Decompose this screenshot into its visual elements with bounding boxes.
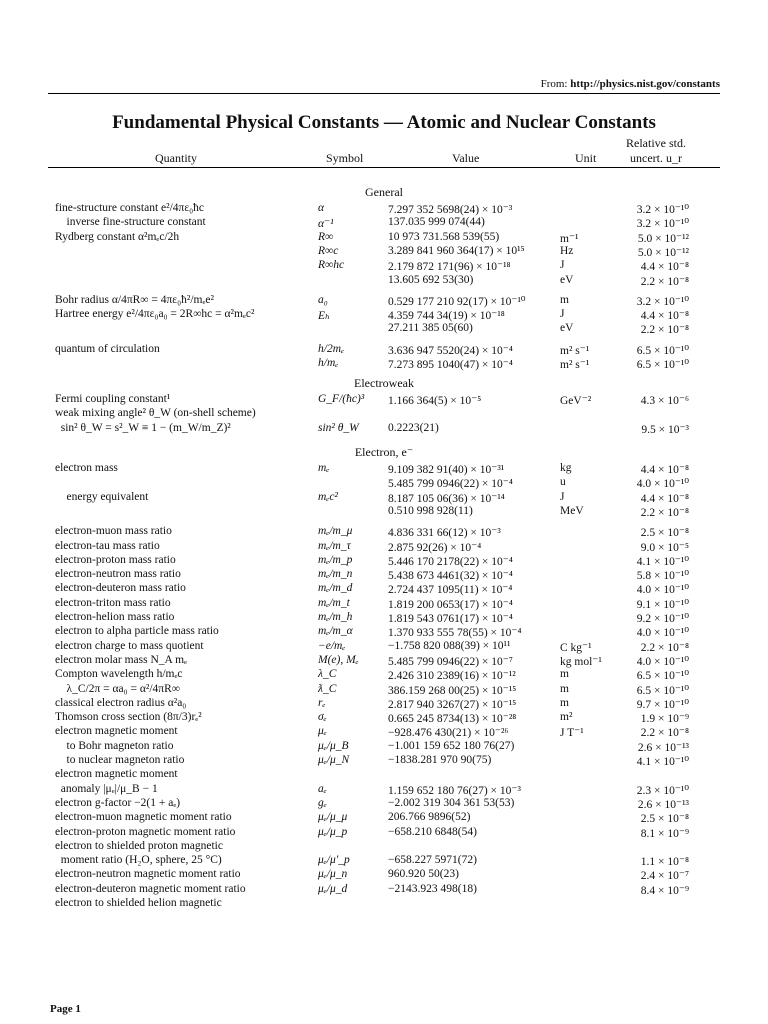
table-row [0,554,768,568]
quantity-cell: electron-proton magnetic moment ratio [55,825,236,838]
table-row [0,897,768,911]
quantity-cell: electron-deuteron mass ratio [55,582,186,595]
symbol-cell: gₑ [318,796,327,809]
unit-cell: GeV⁻² [560,395,592,407]
unit-cell: m [560,668,569,681]
uncertainty-cell: 4.1 × 10⁻¹⁰ [636,756,689,768]
value-cell: 27.211 385 05(60) [388,322,473,335]
quantity-cell: weak mixing angle² θ_W (on-shell scheme) [55,407,256,420]
table-row [0,245,768,259]
symbol-cell: mₑc² [318,490,338,503]
value-cell: 2.817 940 3267(27) × 10⁻¹⁵ [388,698,517,711]
quantity-cell: electron magnetic moment [55,768,178,781]
uncertainty-cell: 2.5 × 10⁻⁸ [640,527,689,540]
symbol-cell: R∞c [318,244,339,257]
uncertainty-cell: 5.8 × 10⁻¹⁰ [636,570,689,583]
symbol-cell: α [318,202,325,214]
table-row [0,343,768,357]
uncertainty-cell: 1.9 × 10⁻⁹ [640,713,689,726]
header-quantity: Quantity [155,151,197,165]
uncertainty-cell: 4.0 × 10⁻¹⁰ [636,478,689,491]
table-row [0,597,768,611]
symbol-cell: mₑ/m_n [318,568,353,581]
unit-cell: m² s⁻¹ [560,344,590,357]
value-cell: 5.438 673 4461(32) × 10⁻⁴ [388,570,513,583]
top-divider [48,93,720,94]
table-row [0,868,768,882]
table-row [0,725,768,739]
symbol-cell: G_F/(ħc)³ [318,393,365,405]
header-symbol: Symbol [326,151,364,165]
quantity-cell: electron mass [55,462,118,474]
symbol-cell: μₑ/μ_p [318,825,348,838]
table-row [0,422,768,436]
quantity-cell: energy equivalent [55,490,149,503]
value-cell: 1.159 652 180 76(27) × 10⁻³ [388,784,521,797]
value-cell: −658.210 6848(54) [388,825,477,838]
table-row [0,202,768,216]
uncertainty-cell: 9.2 × 10⁻¹⁰ [636,613,689,625]
unit-cell: J T⁻¹ [560,727,584,740]
symbol-cell: mₑ [318,462,330,474]
value-cell: 206.766 9896(52) [388,811,471,824]
section-heading: General [365,185,403,199]
quantity-cell: electron-triton mass ratio [55,596,171,609]
quantity-cell: to Bohr magneton ratio [55,739,174,752]
quantity-cell: electron-proton mass ratio [55,553,176,566]
symbol-cell: λ_C [318,668,337,681]
header-uncert-line1: Relative std. [626,136,686,150]
uncertainty-cell: 4.0 × 10⁻¹⁰ [636,655,689,668]
uncertainty-cell: 6.5 × 10⁻¹⁰ [636,670,689,683]
uncertainty-cell: 2.2 × 10⁻⁸ [640,275,689,288]
table-row [0,883,768,897]
uncertainty-cell: 8.4 × 10⁻⁹ [640,884,689,897]
value-cell: 2.724 437 1095(11) × 10⁻⁴ [388,584,513,597]
value-cell: −658.227 5971(72) [388,854,477,867]
quantity-cell: anomaly |μₑ|/μ_B − 1 [55,782,158,795]
uncertainty-cell: 4.4 × 10⁻⁸ [640,492,689,505]
source-label: From: [540,78,568,90]
unit-cell: m [560,293,569,306]
value-cell: −2.002 319 304 361 53(53) [388,796,515,809]
symbol-cell: mₑ/m_d [318,582,353,595]
table-row [0,462,768,476]
quantity-cell: electron-tau mass ratio [55,539,160,552]
header-uncert-line2: uncert. u_r [630,151,682,165]
table-row [0,476,768,490]
uncertainty-cell: 4.4 × 10⁻⁸ [640,464,689,476]
value-cell: 7.273 895 1040(47) × 10⁻⁴ [388,359,513,371]
uncertainty-cell: 4.0 × 10⁻¹⁰ [636,627,689,640]
uncertainty-cell: 4.4 × 10⁻⁸ [640,261,689,274]
quantity-cell: fine-structure constant e²/4πε₀ħc [55,202,205,214]
table-row [0,625,768,639]
uncertainty-cell: 6.5 × 10⁻¹⁰ [636,359,689,371]
table-row [0,491,768,505]
table-row [0,505,768,519]
value-cell: 4.359 744 34(19) × 10⁻¹⁸ [388,310,505,323]
table-row [0,740,768,754]
uncertainty-cell: 4.1 × 10⁻¹⁰ [636,555,689,568]
value-cell: 137.035 999 074(44) [388,216,485,229]
unit-cell: eV [560,273,574,286]
table-row [0,294,768,308]
symbol-cell: h/mₑ [318,357,339,369]
table-row [0,683,768,697]
value-cell: 0.2223(21) [388,421,439,434]
quantity-cell: classical electron radius α²a₀ [55,696,187,709]
table-row [0,393,768,407]
uncertainty-cell: 3.2 × 10⁻¹⁰ [636,295,689,308]
quantity-cell: Bohr radius α/4πR∞ = 4πε₀ħ²/mₑe² [55,293,214,306]
header-value: Value [452,151,480,165]
symbol-cell: −e/mₑ [318,639,346,652]
symbol-cell: rₑ [318,696,326,709]
value-cell: −1.001 159 652 180 76(27) [388,739,515,752]
uncertainty-cell: 2.2 × 10⁻⁸ [640,506,689,519]
source-line [541,78,720,90]
symbol-cell: mₑ/m_μ [318,525,353,538]
value-cell: 10 973 731.568 539(55) [388,230,500,243]
unit-cell: kg [560,462,572,474]
quantity-cell: moment ratio (H₂O, sphere, 25 °C) [55,854,222,867]
quantity-cell: sin² θ_W = s²_W ≡ 1 − (m_W/m_Z)² [55,421,231,434]
quantity-cell: electron-neutron mass ratio [55,568,181,581]
value-cell: 1.370 933 555 78(55) × 10⁻⁴ [388,627,522,640]
value-cell: 4.836 331 66(12) × 10⁻³ [388,527,501,540]
quantity-cell: electron molar mass N_A mₑ [55,653,187,666]
value-cell: 2.426 310 2389(16) × 10⁻¹² [388,670,516,683]
symbol-cell: ƛ_C [318,682,337,695]
symbol-cell: sin² θ_W [318,421,359,434]
unit-cell: J [560,259,565,272]
unit-cell: J [560,308,565,321]
quantity-cell: electron magnetic moment [55,725,178,738]
quantity-cell: electron-helion mass ratio [55,611,175,623]
symbol-cell: μₑ/μ_B [318,739,349,752]
value-cell: −2143.923 498(18) [388,882,477,895]
page-title: Fundamental Physical Constants — Atomic and Nuclear Constants [112,112,656,133]
symbol-cell: R∞ [318,230,334,243]
unit-cell: eV [560,322,574,335]
table-row [0,216,768,230]
value-cell: 2.179 872 171(96) × 10⁻¹⁸ [388,261,511,274]
table-row [0,274,768,288]
quantity-cell: Thomson cross section (8π/3)rₑ² [55,711,202,724]
value-cell: 9.109 382 91(40) × 10⁻³¹ [388,464,505,476]
unit-cell: m² s⁻¹ [560,359,590,371]
quantity-cell: Fermi coupling constant¹ [55,393,171,405]
uncertainty-cell: 9.0 × 10⁻⁵ [640,541,689,554]
table-row [0,582,768,596]
value-cell: 3.289 841 960 364(17) × 10¹⁵ [388,244,525,257]
value-cell: 1.819 543 0761(17) × 10⁻⁴ [388,613,513,625]
quantity-cell: electron charge to mass quotient [55,639,204,652]
symbol-cell: μₑ/μ′_p [318,854,350,867]
table-row [0,640,768,654]
unit-cell: C kg⁻¹ [560,641,592,654]
uncertainty-cell: 4.3 × 10⁻⁶ [640,395,689,407]
page-number: Page 1 [50,1003,81,1015]
value-cell: −928.476 430(21) × 10⁻²⁶ [388,727,509,740]
symbol-cell: μₑ/μ_N [318,754,350,766]
section-heading: Electron, e⁻ [354,445,414,459]
uncertainty-cell: 2.2 × 10⁻⁸ [640,324,689,337]
table-row [0,668,768,682]
quantity-cell: λ_C/2π = αa₀ = α²/4πR∞ [55,682,180,695]
unit-cell: m⁻¹ [560,232,579,245]
source-url[interactable]: http://physics.nist.gov/constants [570,78,720,90]
symbol-cell: mₑ/m_t [318,596,350,609]
uncertainty-cell: 2.5 × 10⁻⁸ [640,813,689,826]
table-row [0,259,768,273]
quantity-cell: electron-muon mass ratio [55,525,172,538]
unit-cell: Hz [560,244,574,257]
value-cell: 960.920 50(23) [388,868,459,881]
value-cell: 7.297 352 5698(24) × 10⁻³ [388,204,513,216]
symbol-cell: σₑ [318,711,327,724]
symbol-cell: α⁻¹ [318,218,334,231]
value-cell: 5.485 799 0946(22) × 10⁻⁴ [388,478,513,491]
quantity-cell: electron-deuteron magnetic moment ratio [55,882,246,895]
quantity-cell: electron-neutron magnetic moment ratio [55,868,241,881]
table-row [0,308,768,322]
quantity-cell: electron to shielded helion magnetic [55,897,222,909]
section-heading: Electroweak [354,376,414,390]
symbol-cell: mₑ/m_α [318,625,353,638]
uncertainty-cell: 2.2 × 10⁻⁸ [640,641,689,654]
symbol-cell: mₑ/m_p [318,553,353,566]
quantity-cell: Hartree energy e²/4πε₀a₀ = 2R∞hc = α²mₑc² [55,308,255,321]
unit-cell: m [560,682,569,695]
uncertainty-cell: 9.5 × 10⁻³ [641,423,689,436]
table-row [0,783,768,797]
value-cell: 13.605 692 53(30) [388,273,474,286]
quantity-cell: electron g-factor −2(1 + aₑ) [55,796,181,809]
value-cell: 0.529 177 210 92(17) × 10⁻¹⁰ [388,295,526,308]
symbol-cell: aₑ [318,782,327,795]
table-row [0,568,768,582]
value-cell: 2.875 92(26) × 10⁻⁴ [388,541,482,554]
symbol-cell: a₀ [318,293,328,306]
uncertainty-cell: 4.0 × 10⁻¹⁰ [636,584,689,597]
symbol-cell: mₑ/m_τ [318,539,351,552]
uncertainty-cell: 6.5 × 10⁻¹⁰ [636,684,689,697]
table-row [0,826,768,840]
unit-cell: MeV [560,504,584,517]
uncertainty-cell: 2.6 × 10⁻¹³ [637,798,689,811]
uncertainty-cell: 5.0 × 10⁻¹² [637,232,689,245]
value-cell: −1838.281 970 90(75) [388,754,492,766]
unit-cell: u [560,476,566,489]
value-cell: 1.819 200 0653(17) × 10⁻⁴ [388,598,513,611]
uncertainty-cell: 6.5 × 10⁻¹⁰ [636,344,689,357]
uncertainty-cell: 8.1 × 10⁻⁹ [640,827,689,840]
table-row [0,840,768,854]
uncertainty-cell: 2.2 × 10⁻⁸ [640,727,689,740]
unit-cell: kg mol⁻¹ [560,655,602,668]
table-row [0,525,768,539]
quantity-cell: Rydberg constant α²mₑc/2h [55,230,180,243]
uncertainty-cell: 2.3 × 10⁻¹⁰ [636,784,689,797]
table-row [0,768,768,782]
value-cell: 5.446 170 2178(22) × 10⁻⁴ [388,555,513,568]
value-cell: 8.187 105 06(36) × 10⁻¹⁴ [388,492,505,505]
table-row [0,711,768,725]
quantity-cell: electron-muon magnetic moment ratio [55,811,232,824]
table-row [0,854,768,868]
table-row [0,754,768,768]
symbol-cell: μₑ/μ_n [318,868,348,881]
table-row [0,811,768,825]
quantity-cell: inverse fine-structure constant [55,216,206,229]
value-cell: 3.636 947 5520(24) × 10⁻⁴ [388,344,513,357]
table-row [0,357,768,371]
uncertainty-cell: 1.1 × 10⁻⁸ [640,856,689,869]
uncertainty-cell: 4.4 × 10⁻⁸ [640,310,689,323]
unit-cell: m [560,696,569,709]
uncertainty-cell: 3.2 × 10⁻¹⁰ [636,218,689,231]
symbol-cell: μₑ/μ_μ [318,811,348,824]
symbol-cell: M(e), Mₑ [318,653,359,666]
symbol-cell: mₑ/m_h [318,611,353,623]
header-divider [48,167,720,168]
quantity-cell: to nuclear magneton ratio [55,754,185,766]
value-cell: −1.758 820 088(39) × 10¹¹ [388,639,511,652]
value-cell: 0.510 998 928(11) [388,504,473,517]
table-row [0,231,768,245]
uncertainty-cell: 9.7 × 10⁻¹⁰ [636,698,689,711]
unit-cell: J [560,490,565,503]
value-cell: 5.485 799 0946(22) × 10⁻⁷ [388,655,513,668]
table-row [0,797,768,811]
value-cell: 1.166 364(5) × 10⁻⁵ [388,395,482,407]
quantity-cell: Compton wavelength h/mₑc [55,668,183,681]
table-row [0,611,768,625]
unit-cell: m² [560,711,573,724]
uncertainty-cell: 2.4 × 10⁻⁷ [640,870,689,883]
value-cell: 0.665 245 8734(13) × 10⁻²⁸ [388,713,517,726]
symbol-cell: R∞hc [318,259,345,272]
table-row [0,540,768,554]
symbol-cell: μₑ [318,725,327,738]
table-row [0,697,768,711]
symbol-cell: h/2mₑ [318,342,345,355]
quantity-cell: quantum of circulation [55,342,160,355]
symbol-cell: Eₕ [318,310,330,323]
symbol-cell: μₑ/μ_d [318,882,348,895]
quantity-cell: electron to shielded proton magnetic [55,839,223,852]
quantity-cell: electron to alpha particle mass ratio [55,625,219,638]
uncertainty-cell: 3.2 × 10⁻¹⁰ [636,204,689,216]
table-row [0,407,768,421]
table-row [0,322,768,336]
uncertainty-cell: 9.1 × 10⁻¹⁰ [636,598,689,611]
uncertainty-cell: 2.6 × 10⁻¹³ [637,741,689,754]
header-unit: Unit [575,151,597,165]
table-row [0,654,768,668]
uncertainty-cell: 5.0 × 10⁻¹² [637,246,689,259]
value-cell: 386.159 268 00(25) × 10⁻¹⁵ [388,684,517,697]
